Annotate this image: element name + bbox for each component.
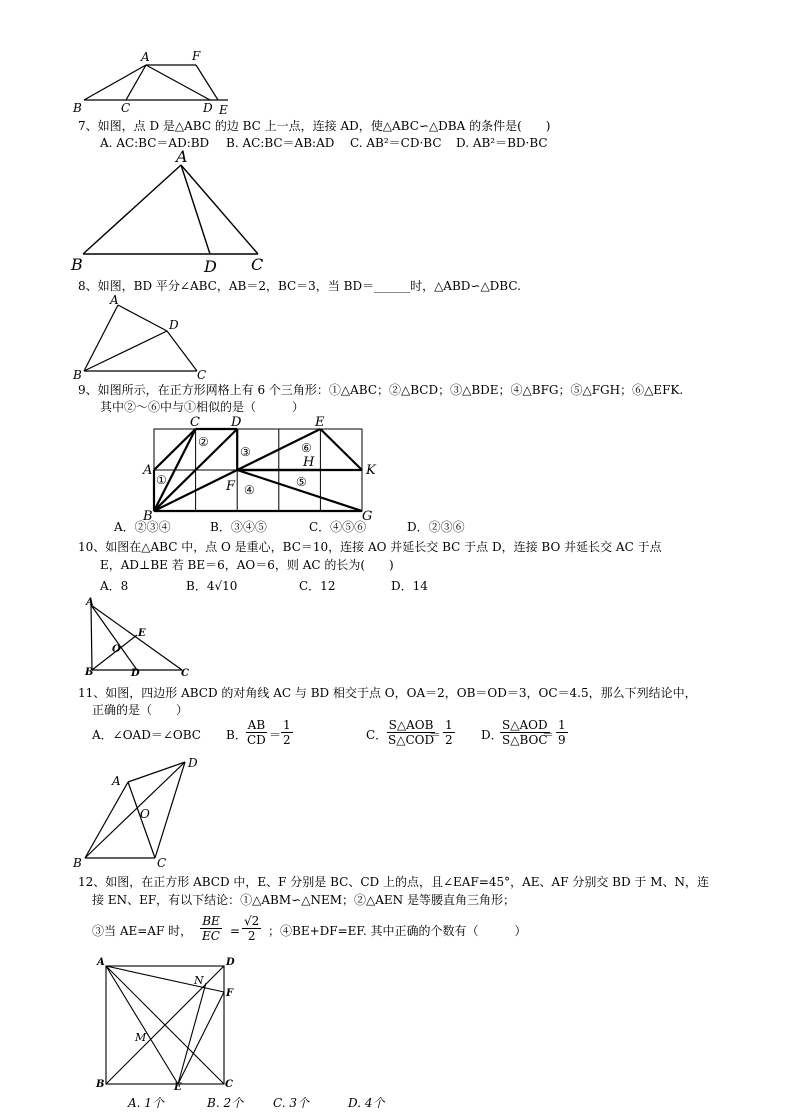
label-B: B <box>85 667 94 678</box>
q12-option-c: C. 3个 <box>273 1096 310 1110</box>
q10-stem-1: 10、如图在△ABC 中，点 O 是重心，BC＝10，连接 AO 并延长交 BC 于点 D，连接 BO 并延长交 AC 于点 <box>78 540 662 554</box>
q7-stem: 7、如图，点 D 是△ABC 的边 BC 上一点，连接 AD，使△ABC∽△DBA 的条件是( ) <box>78 119 551 133</box>
q12-stem-1: 12、如图，在正方形 ABCD 中，E、F 分别是 BC、CD 上的点，且∠EAF=45°，AE、AF 分别交 BD 于 M、N，连 <box>78 875 709 889</box>
q12-stem-3a: ③当 AE=AF 时， <box>92 924 193 938</box>
label-n1: ① <box>156 473 167 487</box>
label-B: B <box>73 101 82 115</box>
label-F: F <box>226 988 234 999</box>
figure-top-trapezoid <box>70 48 310 117</box>
fraction-numerator: √2 <box>244 914 260 928</box>
label-O: O <box>140 807 150 821</box>
fraction-denominator: 2 <box>445 733 453 747</box>
label-C: C <box>181 668 189 679</box>
q11-option-c-prefix: C． <box>366 728 388 742</box>
q7-option-d: D. AB²＝BD·BC <box>456 136 548 150</box>
label-A: A <box>143 463 153 478</box>
fraction-numerator: S△AOB <box>388 718 434 732</box>
label-C: C <box>197 368 207 382</box>
label-E: E <box>315 415 325 430</box>
q9-grid-figure <box>140 414 390 524</box>
label-n6: ⑥ <box>301 441 312 455</box>
label-E: E <box>174 1082 182 1093</box>
label-C: C <box>225 1079 233 1090</box>
label-D: D <box>188 756 198 770</box>
label-A: A <box>110 293 119 307</box>
q12-figure <box>92 954 252 1094</box>
label-M: M <box>135 1031 147 1044</box>
label-C: C <box>157 856 167 870</box>
q10-option-a: A．8 <box>100 579 129 593</box>
fraction-denominator: 2 <box>247 929 256 943</box>
q10-stem-2: E，AD⊥BE 若 BE＝6，AO＝6，则 AC 的长为( ) <box>100 558 394 572</box>
q9-option-c: C．④⑤⑥ <box>309 520 367 534</box>
q11-figure <box>70 752 210 870</box>
label-E: E <box>219 103 228 117</box>
fraction-denominator: 9 <box>558 733 566 747</box>
label-D: D <box>169 318 179 332</box>
q11-option-d-prefix: D． <box>481 728 503 742</box>
label-O: O <box>112 644 121 655</box>
label-B: B <box>143 509 153 524</box>
label-D: D <box>204 257 217 276</box>
q9-stem-2: 其中②～⑥中与①相似的是（ ） <box>100 400 305 414</box>
label-B: B <box>96 1079 105 1090</box>
label-B: B <box>71 255 83 274</box>
label-F: F <box>226 479 236 494</box>
q11-option-c-equals: ＝ <box>429 728 442 742</box>
q12-be-ec-fraction <box>200 914 222 943</box>
label-D: D <box>226 957 235 968</box>
label-F: F <box>192 49 201 63</box>
fraction-numerator: 1 <box>445 718 453 732</box>
q12-option-d: D. 4个 <box>348 1096 385 1110</box>
fraction-denominator: 2 <box>283 733 291 747</box>
fraction-denominator: S△BOC <box>502 733 548 747</box>
q10-figure <box>82 598 202 678</box>
fraction-numerator: AB <box>247 718 266 732</box>
q9-option-d: D．②③⑥ <box>407 520 465 534</box>
label-E: E <box>138 628 146 639</box>
q9-stem-1: 9、如图所示，在正方形网格上有 6 个三角形：①△ABC；②△BCD；③△BDE；④△BFG；⑤△FGH；⑥△EFK. <box>78 383 684 397</box>
label-A: A <box>86 597 94 608</box>
label-n2: ② <box>198 435 209 449</box>
q7-option-a: A. AC:BC＝AD:BD <box>100 136 210 150</box>
q11-option-a: A．∠OAD＝∠OBC <box>92 728 201 742</box>
q7-option-b: B. AC:BC＝AB:AD <box>226 136 335 150</box>
q12-sqrt2-fraction <box>242 914 261 943</box>
fraction-denominator: CD <box>247 733 266 747</box>
label-N: N <box>194 974 204 987</box>
q11-option-b-prefix: B． <box>226 728 247 742</box>
q11-option-d-equals: ＝ <box>542 728 555 742</box>
q8-stem: 8、如图，BD 平分∠ABC，AB＝2，BC＝3，当 BD＝______时，△ABD∽△DBC. <box>78 279 521 293</box>
fraction-numerator: 1 <box>283 718 291 732</box>
label-B: B <box>73 856 82 870</box>
q12-equals: = <box>230 924 241 938</box>
label-n3: ③ <box>240 445 251 459</box>
q7-option-c: C. AB²＝CD·BC <box>350 136 442 150</box>
label-n5: ⑤ <box>296 475 307 489</box>
q9-option-b: B．③④⑤ <box>210 520 267 534</box>
label-D: D <box>131 668 140 679</box>
label-D: D <box>203 101 213 115</box>
fraction-numerator: 1 <box>558 718 566 732</box>
label-C: C <box>251 255 264 274</box>
q10-option-c: C．12 <box>299 579 336 593</box>
q7-figure <box>68 147 288 280</box>
q11-option-c-value <box>443 718 455 747</box>
label-K: K <box>366 463 376 478</box>
label-H: H <box>303 455 315 470</box>
label-A: A <box>112 774 121 788</box>
label-C: C <box>190 415 200 430</box>
label-n4: ④ <box>244 483 255 497</box>
q12-stem-3b: ；④BE+DF=EF. 其中正确的个数有（ ） <box>268 924 527 938</box>
label-A: A <box>97 957 105 968</box>
q11-option-d-value <box>556 718 568 747</box>
q11-stem-1: 11、如图，四边形 ABCD 的对角线 AC 与 BD 相交于点 O，OA＝2，OB＝OD＝3，OC＝4.5，那么下列结论中， <box>78 686 697 700</box>
q11-stem-2: 正确的是（ ） <box>92 703 189 717</box>
fraction-numerator: BE <box>202 914 220 928</box>
q12-option-b: B. 2个 <box>207 1096 244 1110</box>
label-A: A <box>176 147 188 166</box>
fraction-numerator: S△AOD <box>502 718 548 732</box>
q8-figure <box>70 295 220 380</box>
q11-option-b-fraction <box>245 718 268 747</box>
q9-option-a: A．②③④ <box>114 520 171 534</box>
q12-option-a: A. 1个 <box>128 1096 164 1110</box>
label-D: D <box>231 415 242 430</box>
fraction-denominator: S△COD <box>388 733 435 747</box>
q10-option-b: B．4√10 <box>186 579 238 593</box>
fraction-denominator: EC <box>202 929 220 943</box>
q11-option-b-equals: ＝ <box>269 728 282 742</box>
label-B: B <box>73 368 82 382</box>
q10-option-d: D．14 <box>391 579 428 593</box>
label-G: G <box>362 509 373 524</box>
q11-option-b-value <box>281 718 293 747</box>
q12-stem-2: 接 EN、EF，有以下结论：①△ABM∽△NEM；②△AEN 是等腰直角三角形； <box>92 893 515 907</box>
label-C: C <box>121 101 131 115</box>
label-A: A <box>141 50 150 64</box>
